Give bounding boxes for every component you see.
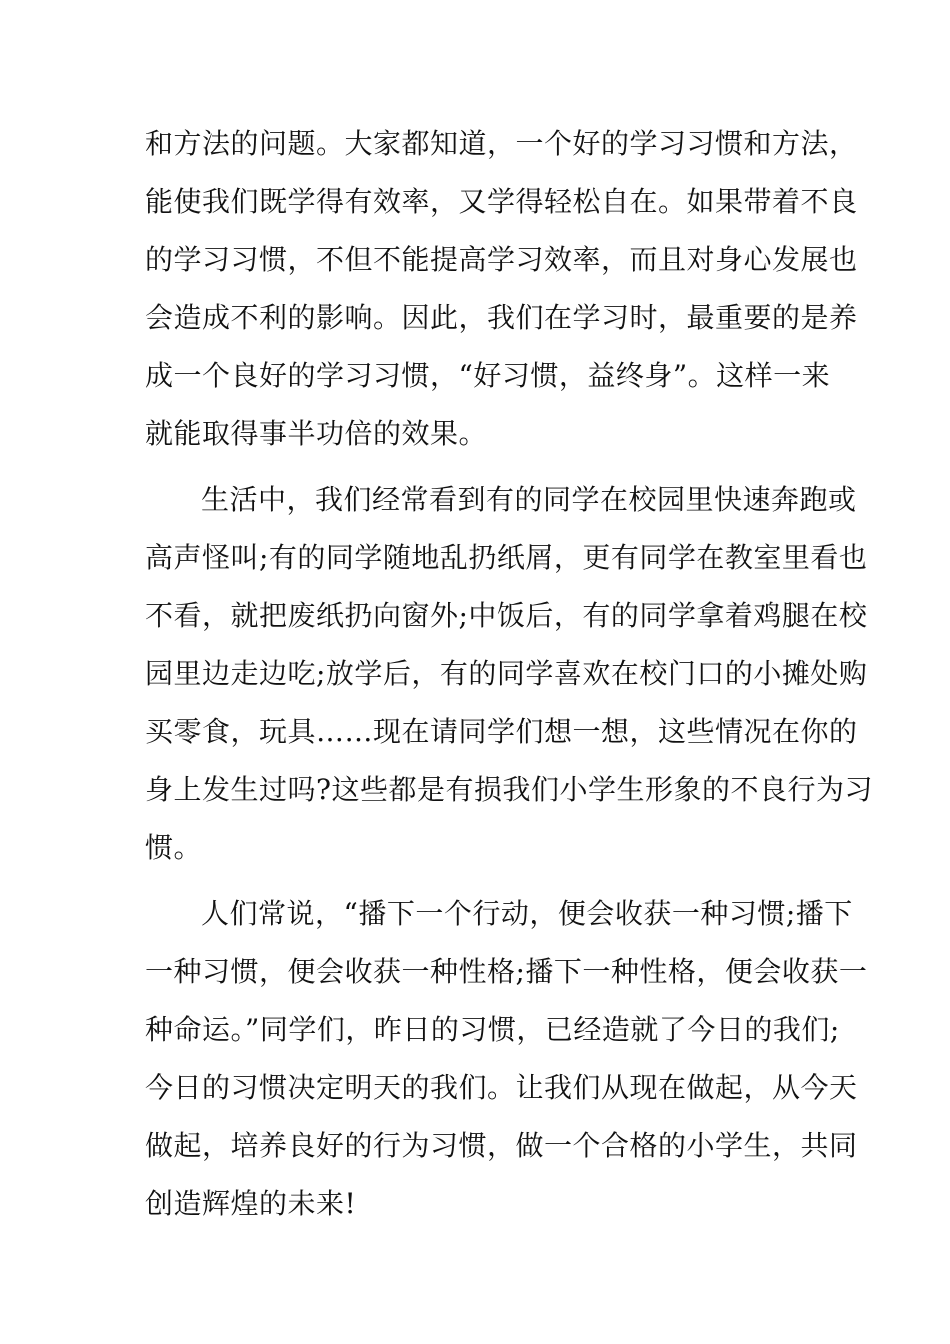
paragraph-line: 能使我们既学得有效率，又学得轻松自在。如果带着不良 (145, 185, 858, 218)
paragraph-line: 惯。 (145, 831, 203, 864)
paragraph-line: 创造辉煌的未来! (145, 1187, 357, 1220)
paragraph-line: 人们常说，“播下一个行动，便会收获一种习惯;播下 (201, 897, 853, 930)
paragraph-line: 和方法的问题。大家都知道，一个好的学习习惯和方法， (145, 127, 858, 160)
paragraph-line: 会造成不利的影响。因此，我们在学习时，最重要的是养 (145, 301, 858, 334)
paragraph-line: 高声怪叫;有的同学随地乱扔纸屑，更有同学在教室里看也 (145, 541, 868, 574)
paragraph-line: 种命运。”同学们，昨日的习惯，已经造就了今日的我们; (145, 1013, 840, 1046)
paragraph-line: 不看，就把废纸扔向窗外;中饭后，有的同学拿着鸡腿在校 (145, 599, 868, 632)
paragraph-1 (145, 115, 858, 463)
paragraph-3 (145, 885, 868, 1233)
paragraph-spacer (145, 877, 810, 885)
paragraph-line: 园里边走边吃;放学后，有的同学喜欢在校门口的小摊处购 (145, 657, 868, 690)
paragraph-line: 的学习习惯，不但不能提高学习效率，而且对身心发展也 (145, 243, 858, 276)
paragraph-line: 就能取得事半功倍的效果。 (145, 417, 488, 450)
paragraph-line: 买零食，玩具……现在请同学们想一想，这些情况在你的 (145, 715, 858, 748)
document-body (145, 115, 874, 1233)
paragraph-spacer (145, 463, 810, 471)
paragraph-line: 今日的习惯决定明天的我们。让我们从现在做起，从今天 (145, 1071, 858, 1104)
paragraph-2 (145, 471, 874, 877)
paragraph-line: 做起，培养良好的行为习惯，做一个合格的小学生，共同 (145, 1129, 858, 1162)
paragraph-line: 成一个良好的学习习惯，“好习惯，益终身”。这样一来 (145, 359, 831, 392)
paragraph-line: 生活中，我们经常看到有的同学在校园里快速奔跑或 (201, 483, 857, 516)
paragraph-line: 一种习惯，便会收获一种性格;播下一种性格，便会收获一 (145, 955, 868, 988)
paragraph-line: 身上发生过吗?这些都是有损我们小学生形象的不良行为习 (145, 773, 874, 806)
